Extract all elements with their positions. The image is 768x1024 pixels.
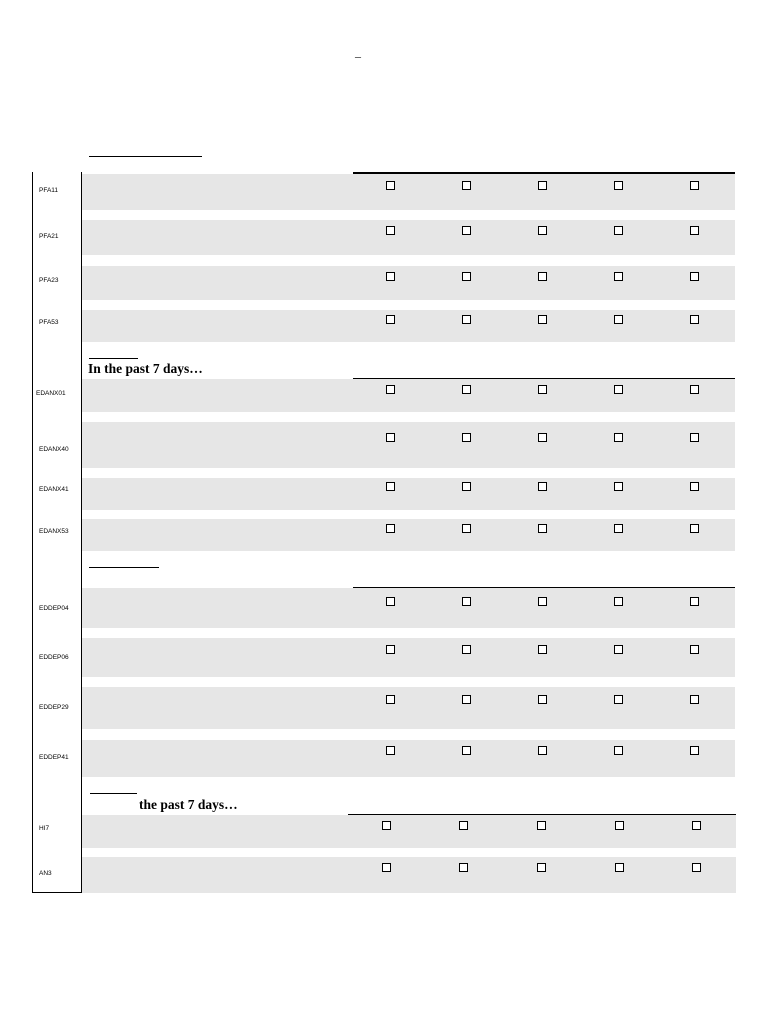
response-checkbox[interactable] [462,746,471,755]
response-checkbox[interactable] [538,524,547,533]
response-checkbox[interactable] [462,315,471,324]
response-checkbox[interactable] [692,821,701,830]
item-row [82,740,735,777]
item-code: EDANX53 [39,528,69,535]
item-row [82,815,736,848]
response-checkbox[interactable] [538,226,547,235]
response-checkbox[interactable] [386,524,395,533]
response-checkbox[interactable] [537,821,546,830]
response-checkbox[interactable] [386,385,395,394]
response-checkbox[interactable] [382,863,391,872]
item-row [82,379,735,412]
item-row [82,478,735,510]
response-checkbox[interactable] [386,645,395,654]
final-timeframe: the past 7 days… [139,797,238,812]
response-checkbox[interactable] [538,315,547,324]
response-checkbox[interactable] [537,863,546,872]
item-row [82,857,736,893]
item-row [82,310,735,342]
item-code: PFA53 [39,319,59,326]
response-checkbox[interactable] [690,524,699,533]
item-code: EDDEP41 [39,754,69,761]
item-code: EDDEP06 [39,654,69,661]
item-code: EDDEP29 [39,704,69,711]
section-pf-heading-underline [89,156,202,157]
response-checkbox[interactable] [386,315,395,324]
response-checkbox[interactable] [614,433,623,442]
response-checkbox[interactable] [462,695,471,704]
section-depression-heading-underline [89,567,159,568]
response-checkbox[interactable] [690,433,699,442]
response-checkbox[interactable] [538,181,547,190]
response-checkbox[interactable] [538,645,547,654]
header-dash: – [355,49,361,63]
response-checkbox[interactable] [690,645,699,654]
response-checkbox[interactable] [538,482,547,491]
bottom-border [32,892,81,893]
response-checkbox[interactable] [614,315,623,324]
response-checkbox[interactable] [538,746,547,755]
response-checkbox[interactable] [386,433,395,442]
response-checkbox[interactable] [386,272,395,281]
item-row [82,588,735,628]
item-code: HI7 [39,825,50,832]
response-checkbox[interactable] [386,746,395,755]
response-checkbox[interactable] [690,746,699,755]
response-checkbox[interactable] [462,524,471,533]
item-code: AN3 [39,870,52,877]
response-checkbox[interactable] [690,482,699,491]
item-row [82,519,735,551]
response-checkbox[interactable] [538,433,547,442]
response-checkbox[interactable] [690,597,699,606]
response-checkbox[interactable] [459,863,468,872]
anxiety-timeframe: In the past 7 days… [88,361,203,376]
response-checkbox[interactable] [462,645,471,654]
response-checkbox[interactable] [614,181,623,190]
response-checkbox[interactable] [462,433,471,442]
response-checkbox[interactable] [690,181,699,190]
response-checkbox[interactable] [614,524,623,533]
response-checkbox[interactable] [614,272,623,281]
response-checkbox[interactable] [538,695,547,704]
response-checkbox[interactable] [615,821,624,830]
response-checkbox[interactable] [614,695,623,704]
response-checkbox[interactable] [690,226,699,235]
response-checkbox[interactable] [538,597,547,606]
item-row [82,638,735,677]
response-checkbox[interactable] [690,385,699,394]
item-code: EDANX41 [39,486,69,493]
response-checkbox[interactable] [462,385,471,394]
item-code: EDANX40 [39,446,69,453]
response-checkbox[interactable] [459,821,468,830]
response-checkbox[interactable] [614,645,623,654]
response-checkbox[interactable] [382,821,391,830]
item-row [82,422,735,468]
response-checkbox[interactable] [690,272,699,281]
section-final-heading-underline [90,793,137,794]
response-checkbox[interactable] [690,315,699,324]
response-checkbox[interactable] [538,385,547,394]
left-border [32,172,33,893]
response-checkbox[interactable] [386,597,395,606]
response-checkbox[interactable] [462,226,471,235]
item-row [82,266,735,300]
response-checkbox[interactable] [614,597,623,606]
response-checkbox[interactable] [538,272,547,281]
response-checkbox[interactable] [462,181,471,190]
response-checkbox[interactable] [690,695,699,704]
item-code: PFA11 [39,187,59,194]
response-checkbox[interactable] [386,482,395,491]
item-code: PFA21 [39,233,59,240]
response-checkbox[interactable] [614,482,623,491]
response-checkbox[interactable] [614,385,623,394]
response-checkbox[interactable] [615,863,624,872]
response-checkbox[interactable] [462,597,471,606]
response-checkbox[interactable] [386,226,395,235]
section-anxiety-heading-underline [89,358,138,359]
item-row [82,220,735,255]
response-checkbox[interactable] [614,746,623,755]
item-code: PFA23 [39,277,59,284]
item-code: EDDEP04 [39,605,69,612]
response-checkbox[interactable] [386,181,395,190]
response-checkbox[interactable] [462,272,471,281]
item-row [82,687,735,729]
response-checkbox[interactable] [692,863,701,872]
item-code: EDANX01 [36,390,66,397]
response-checkbox[interactable] [614,226,623,235]
response-checkbox[interactable] [462,482,471,491]
item-row [82,174,735,210]
response-checkbox[interactable] [386,695,395,704]
